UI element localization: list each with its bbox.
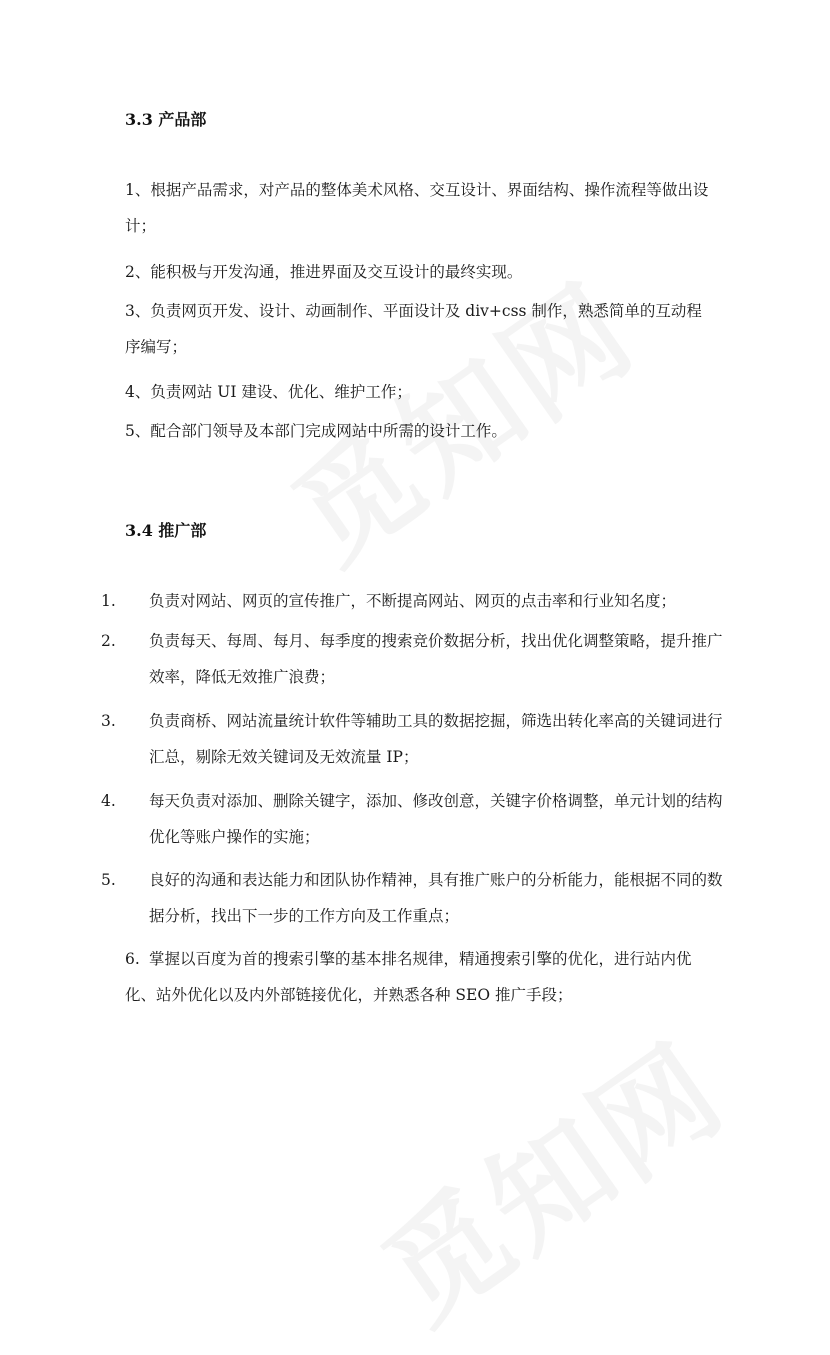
product-item-5: 5、配合部门领导及本部门完成网站中所需的设计工作。 <box>125 422 507 440</box>
item-text: 负责每天、每周、每月、每季度的搜索竞价数据分析，找出优化调整策略，提升推广效率，降低无效推广浪费； <box>149 632 723 686</box>
item-text: 良好的沟通和表达能力和团队协作精神，具有推广账户的分析能力，能根据不同的数据分析，找出下一步的工作方向及工作重点； <box>149 871 723 925</box>
product-item-1: 1、根据产品需求，对产品的整体美术风格、交互设计、界面结构、操作流程等做出设计； <box>125 181 709 235</box>
promotion-item-5 <box>101 862 734 934</box>
item-number: 2. <box>101 632 116 650</box>
item-number: 1. <box>101 592 116 610</box>
promotion-item-3 <box>101 703 734 775</box>
promotion-item-2 <box>101 623 734 695</box>
product-item-4: 4、负责网站 UI 建设、优化、维护工作； <box>125 383 412 401</box>
product-item-2: 2、能积极与开发沟通，推进界面及交互设计的最终实现。 <box>125 263 523 281</box>
item-text: 掌握以百度为首的搜索引擎的基本排名规律，精通搜索引擎的优化，进行站内优化、站外优化以及内外部链接优化，并熟悉各种 SEO 推广手段； <box>125 950 692 1004</box>
item-number: 3. <box>101 712 116 730</box>
watermark-bottom <box>345 997 753 1355</box>
promotion-item-4 <box>101 783 734 855</box>
item-text: 每天负责对添加、删除关键字，添加、修改创意，关键字价格调整，单元计划的结构优化等账户操作的实施； <box>149 792 723 846</box>
section-heading-promotion: 3.4 推广部 <box>125 521 207 540</box>
promotion-item-1 <box>101 583 734 619</box>
item-text: 负责对网站、网页的宣传推广，不断提高网站、网页的点击率和行业知名度； <box>149 592 677 610</box>
item-number: 6. <box>125 950 140 968</box>
item-text: 负责商桥、网站流量统计软件等辅助工具的数据挖掘，筛选出转化率高的关键词进行汇总，剔除无效关键词及无效流量 IP； <box>149 712 723 766</box>
product-item-3: 3、负责网页开发、设计、动画制作、平面设计及 div+css 制作，熟悉简单的互动程序编写； <box>125 302 702 356</box>
section-heading-product: 3.3 产品部 <box>125 110 207 129</box>
item-number: 4. <box>101 792 116 810</box>
item-number: 5. <box>101 871 116 889</box>
promotion-item-6 <box>125 941 710 1013</box>
